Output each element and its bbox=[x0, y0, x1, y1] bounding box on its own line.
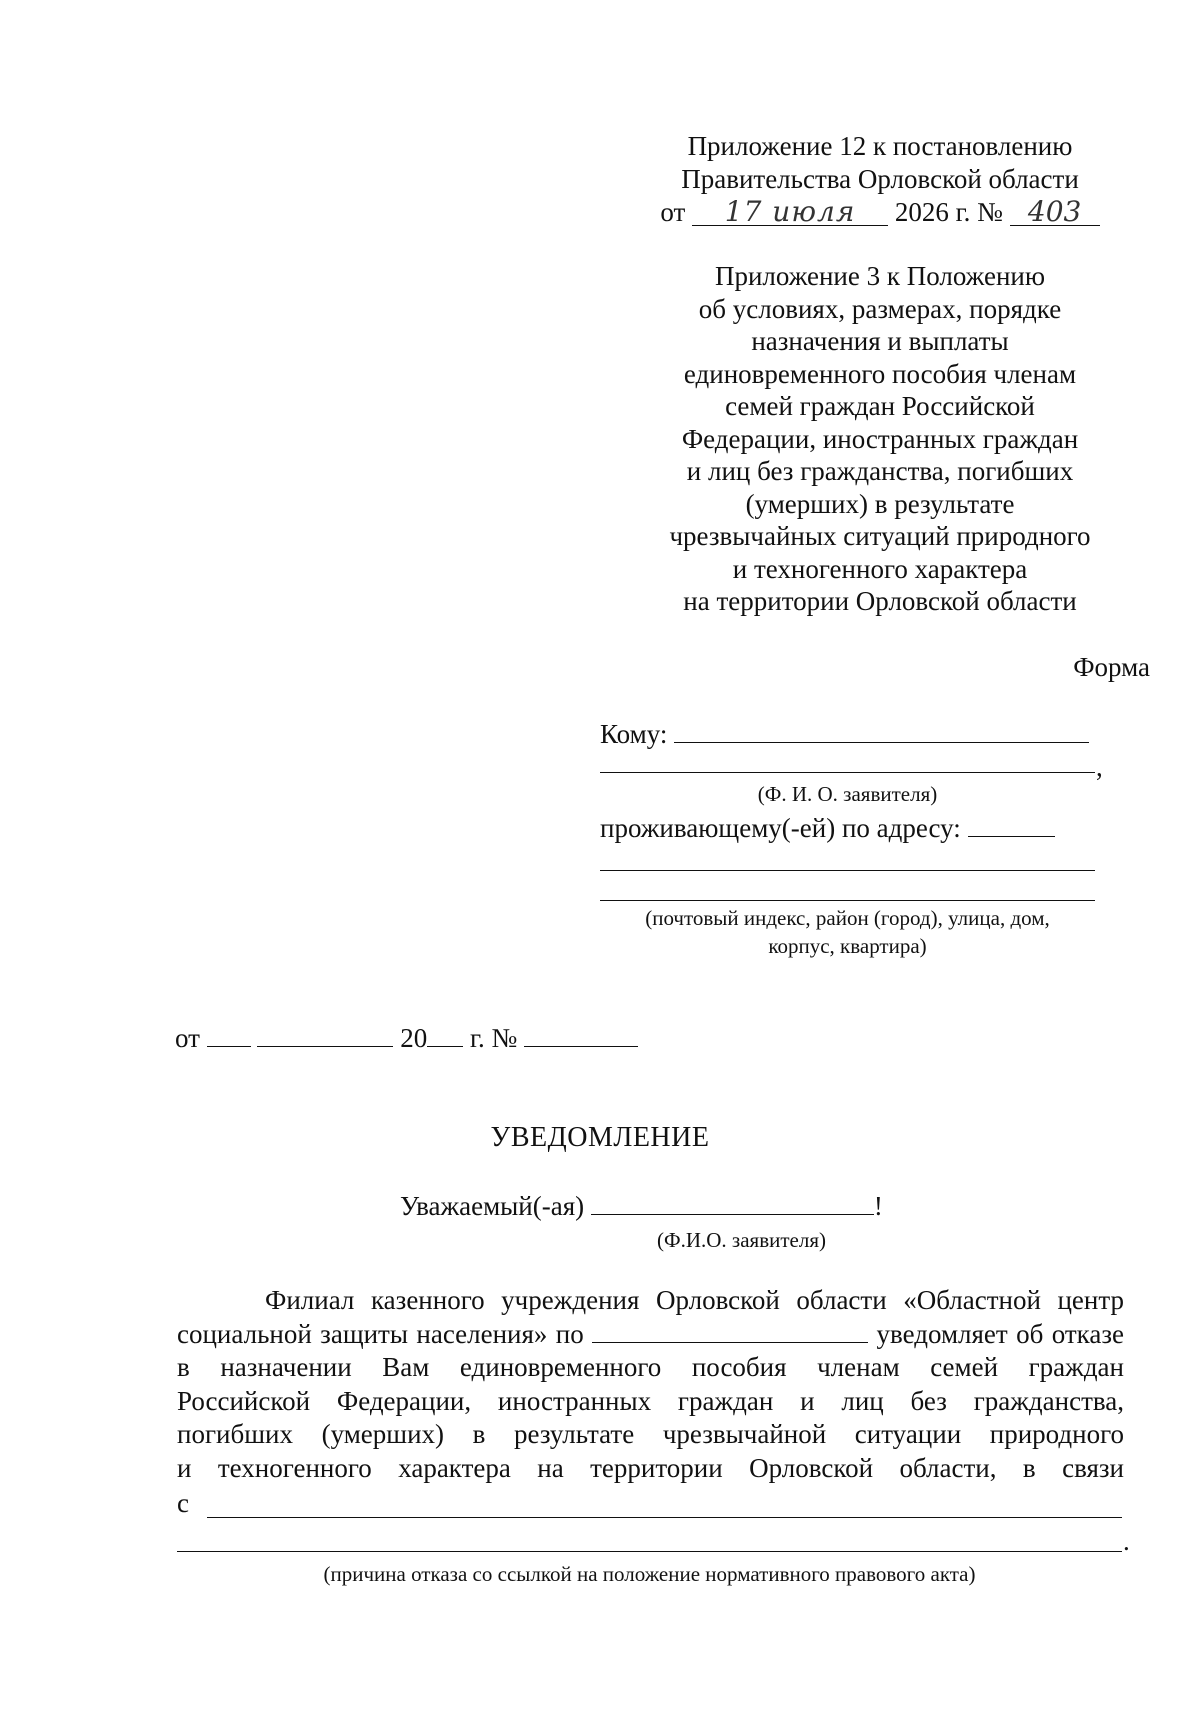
day-fill-line[interactable] bbox=[207, 1022, 251, 1047]
body-row-4: Российской Федерации, иностранных граждан и лиц без гражданства, bbox=[177, 1385, 1124, 1416]
appendix-12-header bbox=[640, 130, 1120, 229]
form-label: Форма bbox=[1073, 652, 1150, 682]
end-period: . bbox=[1123, 1526, 1130, 1556]
body-row-3: в назначении Вам единовременного пособия членам семей граждан bbox=[177, 1352, 1124, 1382]
residing-row bbox=[600, 812, 1100, 844]
reason-fill-line-2[interactable] bbox=[177, 1551, 1122, 1552]
appendix-3-line: Федерации, иностранных граждан bbox=[681, 423, 1079, 454]
body-row-7-start: с bbox=[177, 1488, 189, 1518]
greeting-name-line[interactable] bbox=[591, 1190, 874, 1215]
addressee-to-row bbox=[600, 718, 1100, 750]
body-row-2-start: социальной защиты населения» по bbox=[177, 1318, 584, 1349]
appendix-3-line: и лиц без гражданства, погибших bbox=[686, 456, 1074, 486]
appendix-12-year: 2026 г. № bbox=[894, 197, 1003, 227]
month-fill-line[interactable] bbox=[257, 1022, 393, 1047]
address-fill-line[interactable] bbox=[968, 812, 1055, 837]
appendix-3-line: об условиях, размерах, порядке bbox=[698, 293, 1062, 324]
notice-date-line bbox=[175, 1022, 638, 1054]
appendix-3-line: и техногенного характера bbox=[732, 553, 1028, 584]
body-row-2-end: уведомляет об отказе bbox=[876, 1318, 1125, 1349]
appendix-3-line: на территории Орловской области bbox=[683, 586, 1077, 616]
address-fill-line-2[interactable] bbox=[600, 870, 1095, 871]
body-row-1: Филиал казенного учреждения Орловской области «Областной центр bbox=[265, 1285, 1124, 1315]
reason-caption: (причина отказа со ссылкой на положение нормативного правового акта) bbox=[323, 1562, 976, 1586]
appendix-3-line: назначения и выплаты bbox=[751, 326, 1009, 356]
greeting-caption: (Ф.И.О. заявителя) bbox=[657, 1228, 826, 1252]
appendix-3-header bbox=[640, 260, 1120, 618]
appendix-12-line2: Правительства Орловской области bbox=[681, 164, 1079, 194]
appendix-12-line1: Приложение 12 к постановлению bbox=[687, 131, 1073, 161]
to-comma: , bbox=[1096, 752, 1103, 782]
appendix-12-from-label: от bbox=[660, 197, 686, 227]
greeting-label: Уважаемый(-ая) bbox=[400, 1191, 585, 1221]
fio-caption: (Ф. И. О. заявителя) bbox=[757, 782, 938, 806]
address-caption-line2: корпус, квартира) bbox=[768, 934, 927, 958]
address-fill-line-3[interactable] bbox=[600, 900, 1095, 901]
appendix-3-line: чрезвычайных ситуаций природного bbox=[669, 521, 1091, 551]
body-row-5: погибших (умерших) в результате чрезвычайной ситуации природного bbox=[177, 1419, 1124, 1449]
handwritten-date: 17 июля bbox=[692, 199, 888, 226]
address-caption-line1: (почтовый индекс, район (город), улица, дом, bbox=[645, 906, 1050, 930]
reason-fill-line[interactable] bbox=[207, 1517, 1122, 1518]
year-prefix: 20 bbox=[400, 1023, 428, 1053]
greeting-row bbox=[400, 1190, 883, 1222]
handwritten-number: 403 bbox=[1010, 199, 1100, 226]
to-fill-line-2[interactable] bbox=[600, 772, 1095, 773]
appendix-3-line: Приложение 3 к Положению bbox=[714, 261, 1046, 291]
year-fill-line[interactable] bbox=[427, 1022, 463, 1047]
appendix-3-line: семей граждан Российской bbox=[725, 391, 1035, 421]
document-title: УВЕДОМЛЕНИЕ bbox=[490, 1122, 710, 1153]
to-fill-line[interactable] bbox=[674, 718, 1089, 743]
appendix-3-line: (умерших) в результате bbox=[745, 488, 1015, 519]
body-row-2 bbox=[177, 1318, 1124, 1352]
body-row-6: и техногенного характера на территории Орловской области, в связи bbox=[177, 1452, 1124, 1483]
number-label: г. № bbox=[469, 1023, 518, 1053]
residing-label: проживающему(-ей) по адресу: bbox=[600, 813, 961, 843]
greeting-exclamation: ! bbox=[873, 1191, 883, 1221]
appendix-3-line: единовременного пособия членам bbox=[683, 358, 1077, 389]
notice-body bbox=[177, 1284, 1124, 1485]
number-fill-line[interactable] bbox=[524, 1022, 638, 1047]
notice-from-label: от bbox=[175, 1023, 200, 1053]
branch-fill-line[interactable] bbox=[592, 1318, 868, 1343]
appendix-12-date-line bbox=[640, 196, 1120, 229]
to-label: Кому: bbox=[600, 719, 668, 749]
